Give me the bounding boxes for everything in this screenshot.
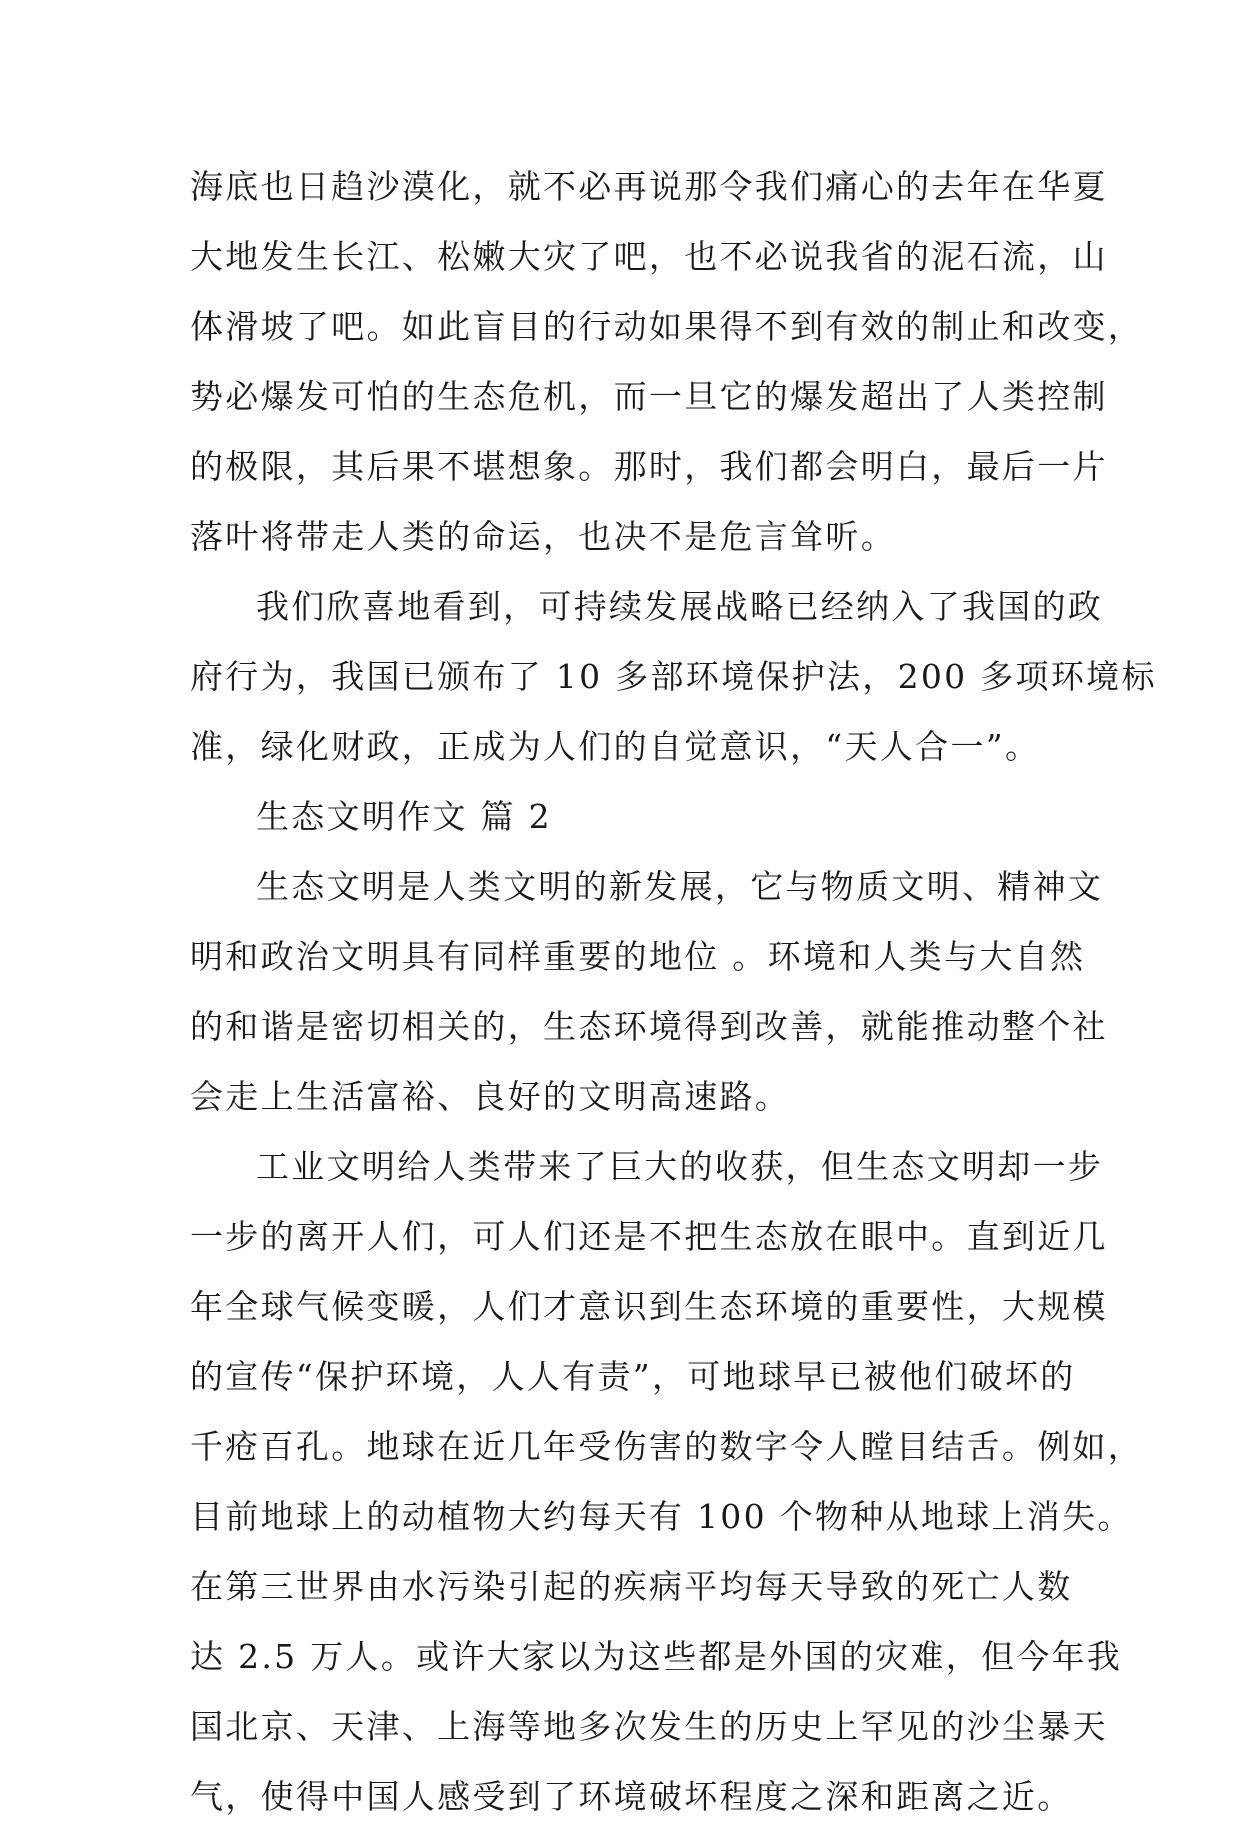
text-line: 在第三世界由水污染引起的疾病平均每天导致的死亡人数 bbox=[190, 1567, 1073, 1606]
text-line: 明和政治文明具有同样重要的地位 。环境和人类与大自然 bbox=[190, 937, 1086, 976]
text-line: 势必爆发可怕的生态危机，而一旦它的爆发超出了人类控制 bbox=[190, 377, 1108, 416]
section-heading: 生态文明作文 篇 2 bbox=[256, 797, 552, 836]
text-line: 达 2.5 万人。或许大家以为这些都是外国的灾难，但今年我 bbox=[190, 1637, 1123, 1676]
text-line: 气，使得中国人感受到了环境破坏程度之深和距离之近。 bbox=[190, 1777, 1073, 1816]
text-line: 会走上生活富裕、良好的文明高速路。 bbox=[190, 1077, 791, 1116]
text-line: 府行为，我国已颁布了 10 多部环境保护法，200 多项环境标 bbox=[190, 657, 1157, 696]
text-line: 的极限，其后果不堪想象。那时，我们都会明白，最后一片 bbox=[190, 447, 1108, 486]
text-line: 千疮百孔。地球在近几年受伤害的数字令人瞠目结舌。例如， bbox=[190, 1427, 1144, 1466]
text-line: 体滑坡了吧。如此盲目的行动如果得不到有效的制止和改变， bbox=[190, 307, 1144, 346]
text-line: 国北京、天津、上海等地多次发生的历史上罕见的沙尘暴天 bbox=[190, 1707, 1108, 1746]
document-body bbox=[190, 152, 1157, 1832]
text-line: 海底也日趋沙漠化，就不必再说那令我们痛心的去年在华夏 bbox=[190, 167, 1108, 206]
text-line: 目前地球上的动植物大约每天有 100 个物种从地球上消失。 bbox=[190, 1497, 1133, 1536]
text-line: 的宣传“保护环境，人人有责”，可地球早已被他们破坏的 bbox=[190, 1357, 1076, 1396]
text-line: 的和谐是密切相关的，生态环境得到改善，就能推动整个社 bbox=[190, 1007, 1108, 1046]
text-line: 准，绿化财政，正成为人们的自觉意识，“天人合一”。 bbox=[190, 727, 1041, 766]
text-line: 一步的离开人们，可人们还是不把生态放在眼中。直到近几 bbox=[190, 1217, 1108, 1256]
paragraph-start-line: 我们欣喜地看到，可持续发展战略已经纳入了我国的政 bbox=[256, 587, 1104, 626]
paragraph-start-line: 工业文明给人类带来了巨大的收获，但生态文明却一步 bbox=[256, 1147, 1104, 1186]
paragraph-start-line: 生态文明是人类文明的新发展，它与物质文明、精神文 bbox=[256, 867, 1104, 906]
text-line: 落叶将带走人类的命运，也决不是危言耸听。 bbox=[190, 517, 896, 556]
text-line: 大地发生长江、松嫩大灾了吧，也不必说我省的泥石流，山 bbox=[190, 237, 1108, 276]
text-line: 年全球气候变暖，人们才意识到生态环境的重要性，大规模 bbox=[190, 1287, 1108, 1326]
